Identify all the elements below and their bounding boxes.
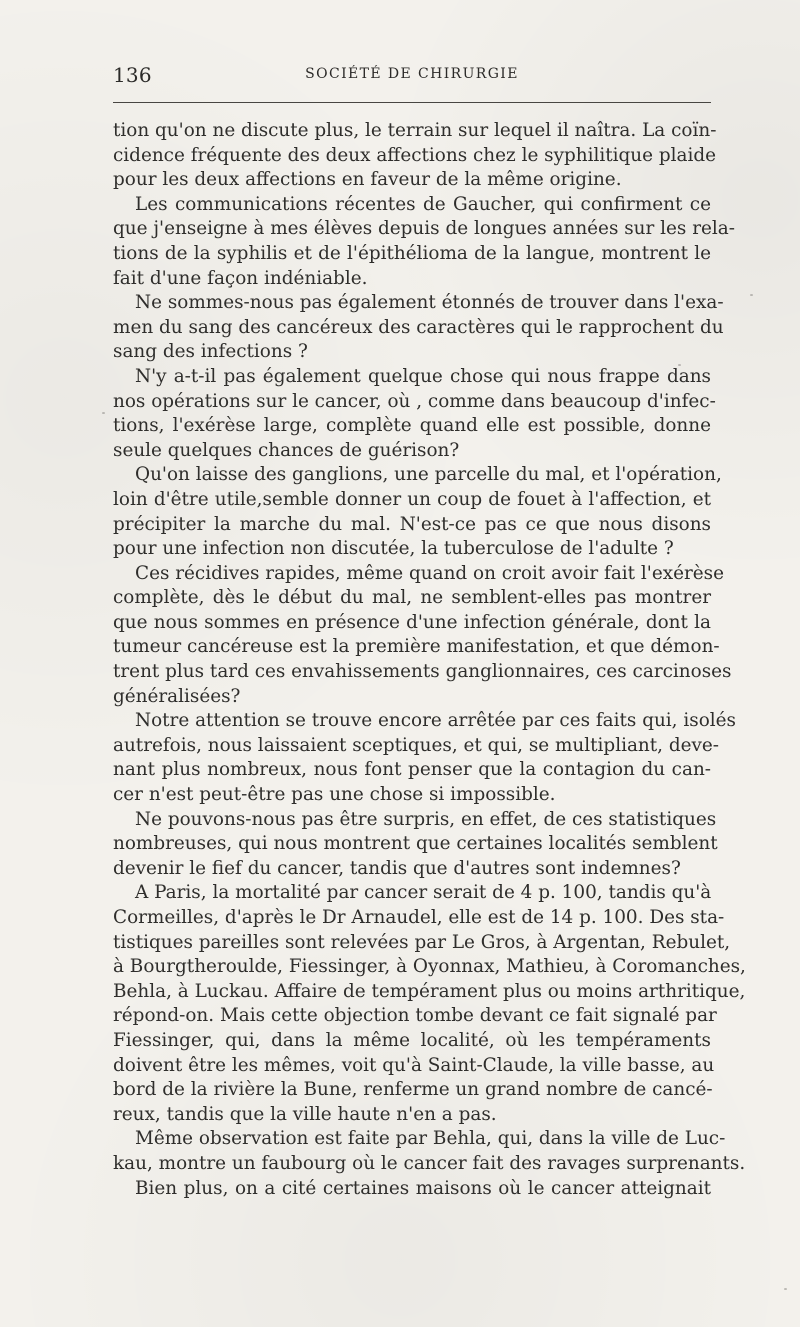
text-line: que nous sommes en présence d'une infection générale, dont la [113,611,711,633]
text-line: tions de la syphilis et de l'épithélioma de la langue, montrent le [113,242,711,264]
text-line: loin d'être utile,semble donner un coup de fouet à l'affection, et [113,488,711,510]
text-line: N'y a-t-il pas également quelque chose qui nous frappe dans [135,365,711,387]
text-line: cer n'est peut-être pas une chose si impossible. [113,784,556,806]
text-line: doivent être les mêmes, voit qu'à Saint-Claude, la ville basse, au [113,1054,715,1076]
text-line: fait d'une façon indéniable. [113,267,368,289]
text-line: Cormeilles, d'après le Dr Arnaudel, elle est de 14 p. 100. Des sta- [113,907,725,928]
text-line: cidence fréquente des deux affections chez le syphilitique plaide [113,144,717,166]
text-line: complète, dès le début du mal, ne semblent-elles pas montrer [113,587,711,609]
text-line: précipiter la marche du mal. N'est-ce pas ce que nous disons [113,513,711,535]
text-line: Les communications récentes de Gaucher, qui confirment ce [135,193,711,215]
text-line: nos opérations sur le cancer, où , comme dans beaucoup d'infec- [113,390,716,412]
text-line: sang des infections ? [113,341,308,363]
text-line: pour une infection non discutée, la tuberculose de l'adulte ? [113,538,674,560]
paper-speck [784,1288,787,1290]
text-line: A Paris, la mortalité par cancer serait de 4 p. 100, tandis qu'à [135,882,712,904]
text-line: devenir le fief du cancer, tandis que d'autres sont indemnes? [113,857,681,879]
text-line: Même observation est faite par Behla, qui, dans la ville de Luc- [135,1128,726,1150]
page-header [113,63,711,91]
text-line: généralisées? [113,685,241,707]
text-line: bord de la rivière la Bune, renferme un grand nombre de cancé- [113,1079,713,1101]
text-line: Bien plus, on a cité certaines maisons où le cancer atteignait [135,1177,711,1199]
page-number: 136 [113,63,152,87]
running-head: SOCIÉTÉ DE CHIRURGIE [305,66,519,82]
text-line: nombreuses, qui nous montrent que certaines localités semblent [113,833,718,855]
text-line: tistiques pareilles sont relevées par Le Gros, à Argentan, Rebulet, [113,931,731,953]
text-line: répond-on. Mais cette objection tombe devant ce fait signalé par [113,1005,717,1027]
paper-speck [102,412,105,414]
text-line: Fiessinger, qui, dans la même localité, où les tempéraments [113,1029,711,1051]
text-line: kau, montre un faubourg où le cancer fait des ravages surprenants. [113,1152,746,1174]
text-line: Qu'on laisse des ganglions, une parcelle du mal, et l'opération, [135,464,722,486]
text-line: seule quelques chances de guérison? [113,439,460,461]
text-line: Behla, à Luckau. Affaire de tempérament plus ou moins arthritique, [113,980,746,1002]
text-line: pour les deux affections en faveur de la même origine. [113,169,622,191]
text-line: reux, tandis que la ville haute n'en a pas. [113,1103,497,1125]
page-text [113,119,746,1201]
text-line: autrefois, nous laissaient sceptiques, et qui, se multipliant, deve- [113,734,720,756]
paper-speck [678,364,681,366]
text-line: à Bourgtheroulde, Fiessinger, à Oyonnax, Mathieu, à Coromanches, [113,956,746,978]
paper-speck [750,294,753,296]
text-line: men du sang des cancéreux des caractères qui le rapprochent du [113,316,724,338]
text-line: trent plus tard ces envahissements ganglionnaires, ces carcinoses [113,661,732,683]
header-rule [113,102,711,103]
text-line: tumeur cancéreuse est la première manifestation, et que démon- [113,636,720,658]
text-line: Notre attention se trouve encore arrêtée par ces faits qui, isolés [135,710,736,732]
text-line: tions, l'exérèse large, complète quand elle est possible, donne [113,415,711,437]
text-line: Ne pouvons-nous pas être surpris, en effet, de ces statistiques [135,808,717,830]
text-line: tion qu'on ne discute plus, le terrain sur lequel il naîtra. La coïn- [113,120,717,141]
text-line: que j'enseigne à mes élèves depuis de longues années sur les rela- [113,218,735,240]
text-line: nant plus nombreux, nous font penser que la contagion du can- [113,759,711,781]
text-line: Ne sommes-nous pas également étonnés de trouver dans l'exa- [135,292,724,314]
text-line: Ces récidives rapides, même quand on croit avoir fait l'exérèse [135,562,724,584]
